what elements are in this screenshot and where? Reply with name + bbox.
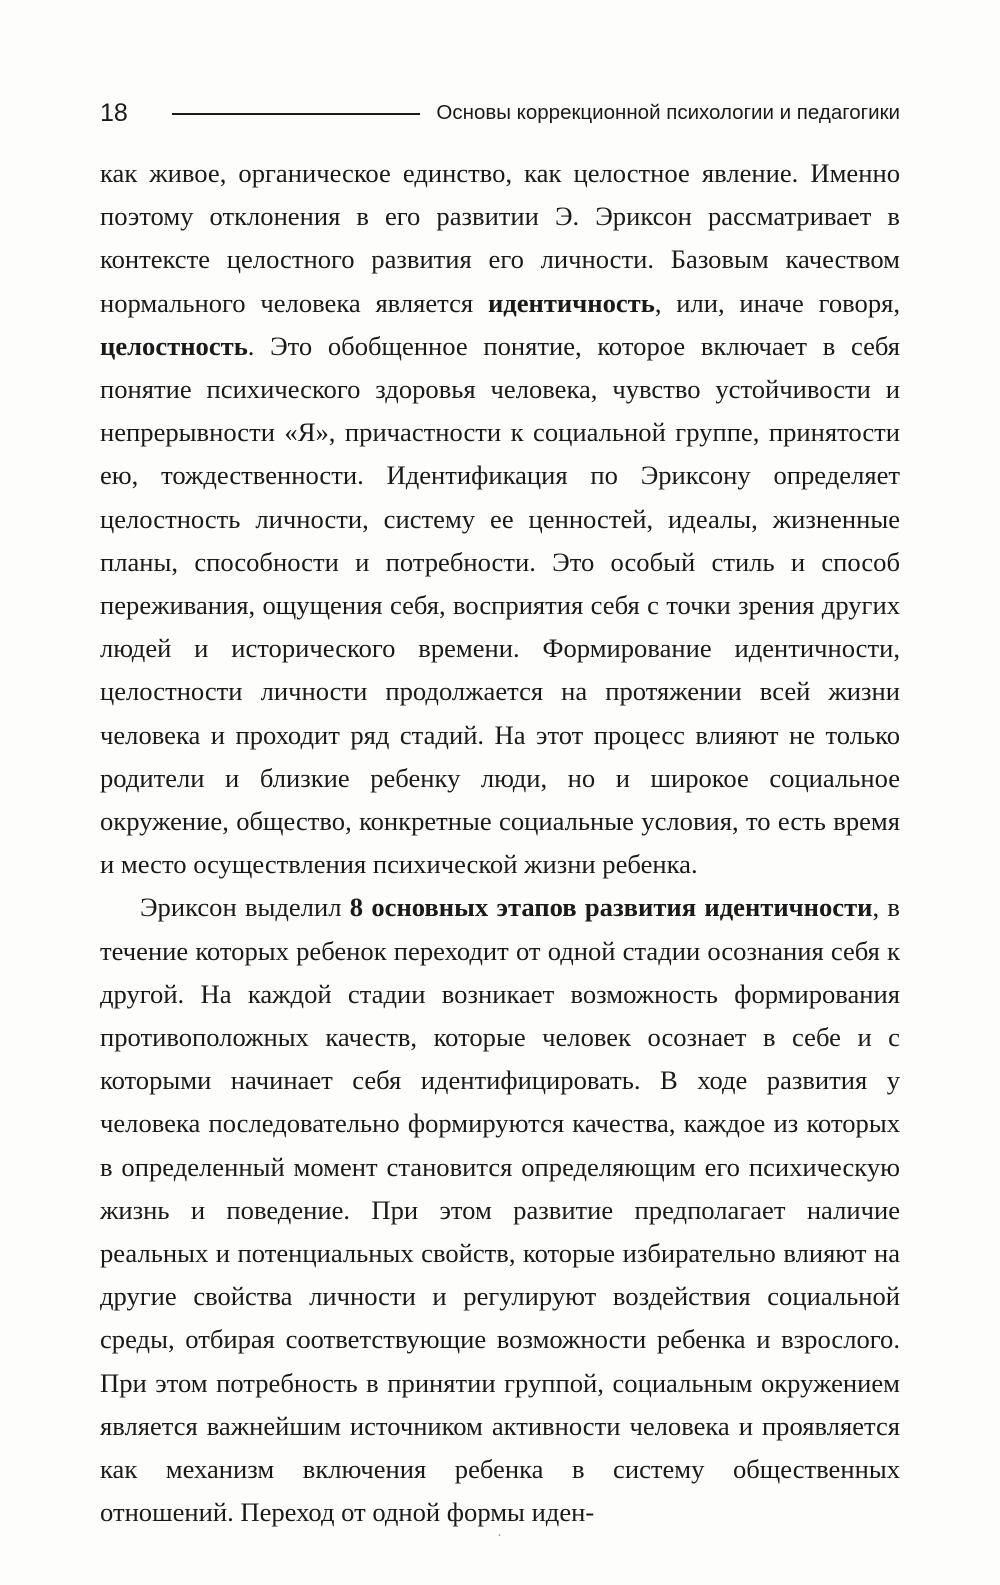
paragraph-1-bold-celostnost: целостность (100, 330, 248, 361)
page-number: 18 (100, 98, 128, 127)
paragraph-2-text-part-1: Эриксон выделил (140, 892, 350, 923)
paragraph-2-text-part-2: , в течение которых ребенок переходит от одной стадии осознания себя к другой. На каждой стадии возникает возможность формирования противоположных качеств, которые человек осознает в себе и с которыми начинает себя идентифицировать. В ходе развития у человека последовательно формируются качества, каждое из которых в определенный момент становится определяющим его психическую жизнь и поведение. При этом развитие предполагает наличие реальных и потенциальных свойств, которые избирательно влияют на другие свойства личности и регулируют воздействия социальной среды, отбирая соответствующие возможности ребенка и взрослого. При этом потребность в принятии группой, социальным окружением является важнейшим источником активности человека и проявляется как механизм включения ребенка в систему общественных отношений. Переход от одной формы иден- (100, 892, 900, 1528)
paragraph-1-text-part-1: как живое, органическое единство, как целостное явление. Именно поэтому отклонения в его развитии Э. Эриксон рассматривает в контексте целостного развития его личности. Базовым качеством нормального человека является (100, 158, 900, 318)
footer-mark: . (497, 1524, 503, 1540)
page-header (100, 92, 900, 134)
paragraph-1-bold-identichnost: идентичность (487, 287, 655, 318)
header-rule (172, 113, 420, 115)
paragraph-1 (100, 152, 900, 886)
page-body (100, 152, 900, 1535)
paragraph-1-text-part-3: . Это обобщенное понятие, которое включает в себя понятие психического здоровья человека, чувство устойчивости и непрерывности «Я», причастности к социальной группе, принятости ею, тождественности. Идентификация по Эриксону определяет целостность личности, систему ее ценностей, идеалы, жизненные планы, способности и потребности. Это особый стиль и способ переживания, ощущения себя, восприятия себя с точки зрения других людей и исторического времени. Формирование идентичности, целостности личности продолжается на протяжении всей жизни человека и проходит ряд стадий. На этот процесс влияют не только родители и близкие ребенку люди, но и широкое социальное окружение, общество, конкретные социальные условия, то есть время и место осуществления психической жизни ребенка. (100, 330, 900, 880)
running-title: Основы коррекционной психологии и педагогики (436, 101, 900, 124)
paragraph-2 (100, 886, 900, 1534)
paragraph-1-text-part-2: , или, иначе говоря, (654, 287, 900, 318)
paragraph-2-bold-stages: 8 основных этапов развития идентичности (349, 892, 873, 923)
